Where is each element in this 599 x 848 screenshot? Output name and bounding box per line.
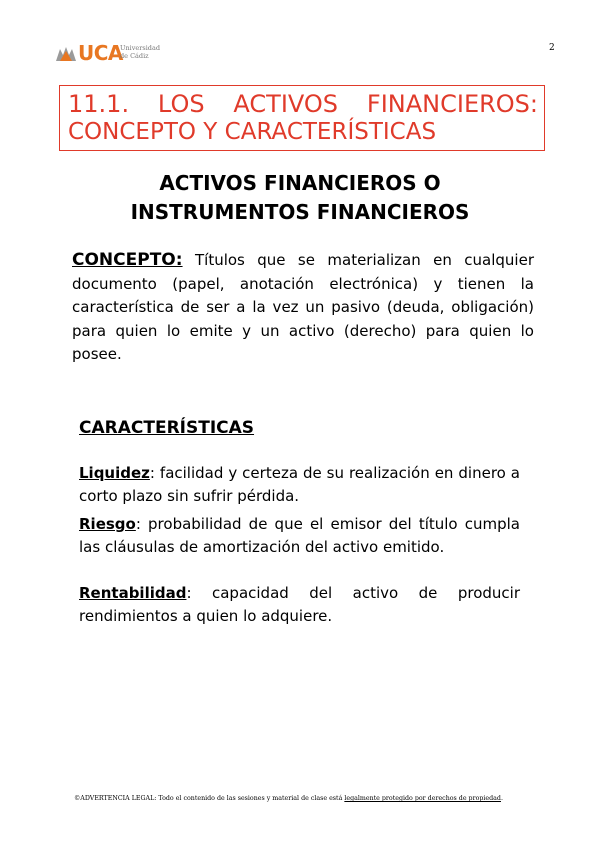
footer-prefix: ©ADVERTENCIA LEGAL: Todo el contenido de las sesiones y material de clase está (74, 795, 345, 802)
item-text: : capacidad del activo de producir rendimientos a quien lo adquiere. (79, 584, 520, 625)
characteristic-item-rentabilidad (79, 582, 520, 627)
characteristic-item-riesgo (79, 513, 520, 558)
heading-line-2: INSTRUMENTOS FINANCIEROS (130, 200, 470, 224)
page-number: 2 (549, 43, 555, 53)
item-label: Rentabilidad (79, 584, 187, 602)
item-text: : probabilidad de que el emisor del título cumpla las cláusulas de amortización del activo emitido. (79, 515, 520, 556)
item-label: Riesgo (79, 515, 136, 533)
heading-line-1: ACTIVOS FINANCIEROS O (159, 171, 441, 195)
concept-text: Títulos que se materializan en cualquier documento (papel, anotación electrónica) y tienen la característica de ser a la vez un pasivo (deuda, obligación) para quien lo emite y un activo (derecho) para quien lo posee. (72, 251, 534, 363)
hands-logo-icon (54, 43, 78, 63)
item-text: : facilidad y certeza de su realización en dinero a corto plazo sin sufrir pérdida. (79, 464, 520, 505)
title-line-1: 11.1. LOS ACTIVOS FINANCIEROS: (68, 90, 538, 118)
item-label: Liquidez (79, 464, 150, 482)
title-line-2: CONCEPTO Y CARACTERÍSTICAS (68, 119, 437, 145)
characteristics-title: CARACTERÍSTICAS (79, 418, 255, 438)
university-logo (54, 40, 174, 66)
logo-text: UCA (78, 41, 123, 65)
section-heading (60, 169, 540, 227)
title-box (59, 85, 545, 151)
logo-subtitle: Universidad de Cádiz (120, 44, 160, 60)
characteristic-item-liquidez (79, 462, 520, 507)
legal-footer (74, 795, 503, 802)
concept-paragraph (72, 249, 534, 367)
concept-label: CONCEPTO: (72, 250, 183, 270)
footer-underlined: legalmente protegido por derechos de propiedad (344, 795, 501, 802)
footer-suffix: . (500, 795, 503, 802)
